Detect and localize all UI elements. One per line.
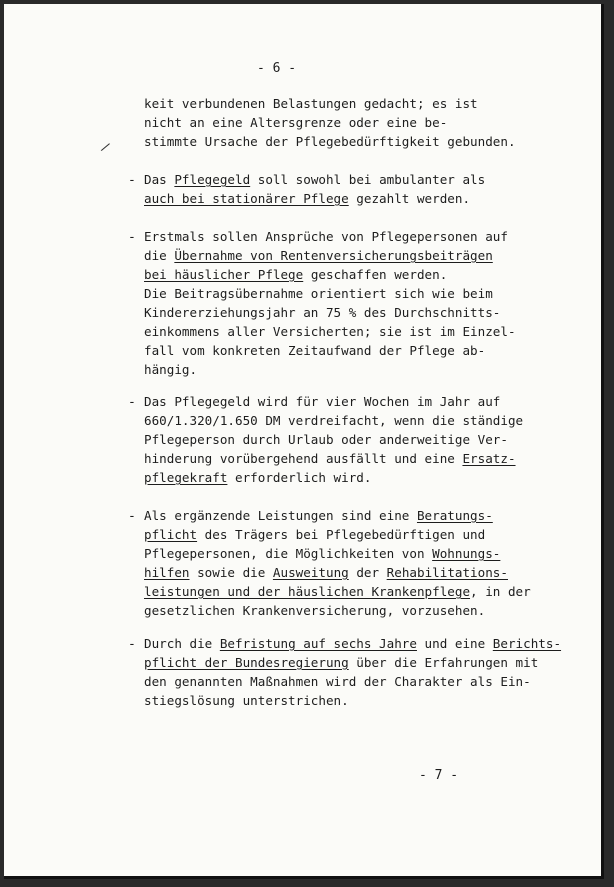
b5-line-2: pflicht der Bundesregierung über die Erfahrungen mit	[144, 655, 539, 670]
underlined-term: pflicht	[144, 527, 198, 542]
b2-line-1: Erstmals sollen Ansprüche von Pflegepersonen auf	[144, 229, 508, 244]
b3-line-2: 660/1.320/1.650 DM verdreifacht, wenn die ständige	[144, 413, 524, 428]
underlined-term: bei häuslicher Pflege	[144, 267, 304, 282]
b1-line-1: Das Pflegegeld soll sowohl bei ambulanter als	[144, 172, 486, 187]
next-page-reference: - 7 -	[419, 768, 459, 783]
intro-line-3: stimmte Ursache der Pflegebedürftigkeit gebunden.	[144, 134, 516, 149]
b3-line-5: pflegekraft erforderlich wird.	[144, 470, 372, 485]
b2-line-4: Die Beitragsübernahme orientiert sich wie beim	[144, 286, 493, 301]
intro-line-1: keit verbundenen Belastungen gedacht; es ist	[144, 96, 478, 111]
underlined-term: Ausweitung	[272, 565, 349, 580]
b5-line-3: den genannten Maßnahmen wird der Charakter als Ein-	[144, 674, 531, 689]
b2-line-8: hängig.	[144, 362, 198, 377]
underlined-term: Rehabilitations-	[386, 565, 508, 580]
b4-line-2: pflicht des Trägers bei Pflegebedürftigen und	[144, 527, 486, 542]
b3-line-1: Das Pflegegeld wird für vier Wochen im Jahr auf	[144, 394, 501, 409]
bullet-dash: -	[128, 395, 136, 410]
bullet-dash: -	[128, 509, 136, 524]
b4-line-1: Als ergänzende Leistungen sind eine Beratungs-	[144, 508, 493, 523]
underlined-term: pflegekraft	[144, 470, 228, 485]
underlined-term: pflicht der Bundesregierung	[144, 655, 349, 670]
underlined-term: Befristung auf sechs Jahre	[219, 636, 417, 651]
b4-line-6: gesetzlichen Krankenversicherung, vorzusehen.	[144, 603, 486, 618]
underlined-term: Ersatz-	[462, 451, 516, 466]
underlined-term: Beratungs-	[416, 508, 493, 523]
intro-line-2: nicht an eine Altersgrenze oder eine be-	[144, 115, 448, 130]
b2-line-6: einkommens aller Versicherten; sie ist im Einzel-	[144, 324, 516, 339]
underlined-term: Pflegegeld	[174, 172, 251, 187]
b2-line-5: Kindererziehungsjahr an 75 % des Durchschnitts-	[144, 305, 501, 320]
b2-line-7: fall vom konkreten Zeitaufwand der Pflege ab-	[144, 343, 486, 358]
b3-line-4: hinderung vorübergehend ausfällt und eine Ersatz-	[144, 451, 516, 466]
b5-line-4: stiegslösung unterstrichen.	[144, 693, 349, 708]
underlined-term: Übernahme von Rentenversicherungsbeiträgen	[174, 248, 493, 263]
b3-line-3: Pflegeperson durch Urlaub oder anderweitige Ver-	[144, 432, 508, 447]
b2-line-3: bei häuslicher Pflege geschaffen werden.	[144, 267, 448, 282]
underlined-term: Wohnungs-	[432, 546, 501, 561]
margin-mark: /	[99, 139, 112, 155]
b4-line-4: hilfen sowie die Ausweitung der Rehabilitations-	[144, 565, 508, 580]
document-page	[4, 4, 604, 879]
b5-line-1: Durch die Befristung auf sechs Jahre und eine Berichts-	[144, 636, 562, 651]
b4-line-5: leistungen und der häuslichen Krankenpflege, in der	[144, 584, 531, 599]
underlined-term: Berichts-	[492, 636, 562, 651]
b4-line-3: Pflegepersonen, die Möglichkeiten von Wohnungs-	[144, 546, 501, 561]
underlined-term: hilfen	[144, 565, 190, 580]
underlined-term: leistungen und der häuslichen Krankenpflege	[144, 584, 471, 599]
bullet-dash: -	[128, 637, 136, 652]
b2-line-2: die Übernahme von Rentenversicherungsbeiträgen	[144, 248, 493, 263]
underlined-term: auch bei stationärer Pflege	[144, 191, 349, 206]
bullet-dash: -	[128, 173, 136, 188]
b1-line-2: auch bei stationärer Pflege gezahlt werden.	[144, 191, 471, 206]
page-number: - 6 -	[257, 61, 297, 76]
bullet-dash: -	[128, 230, 136, 245]
